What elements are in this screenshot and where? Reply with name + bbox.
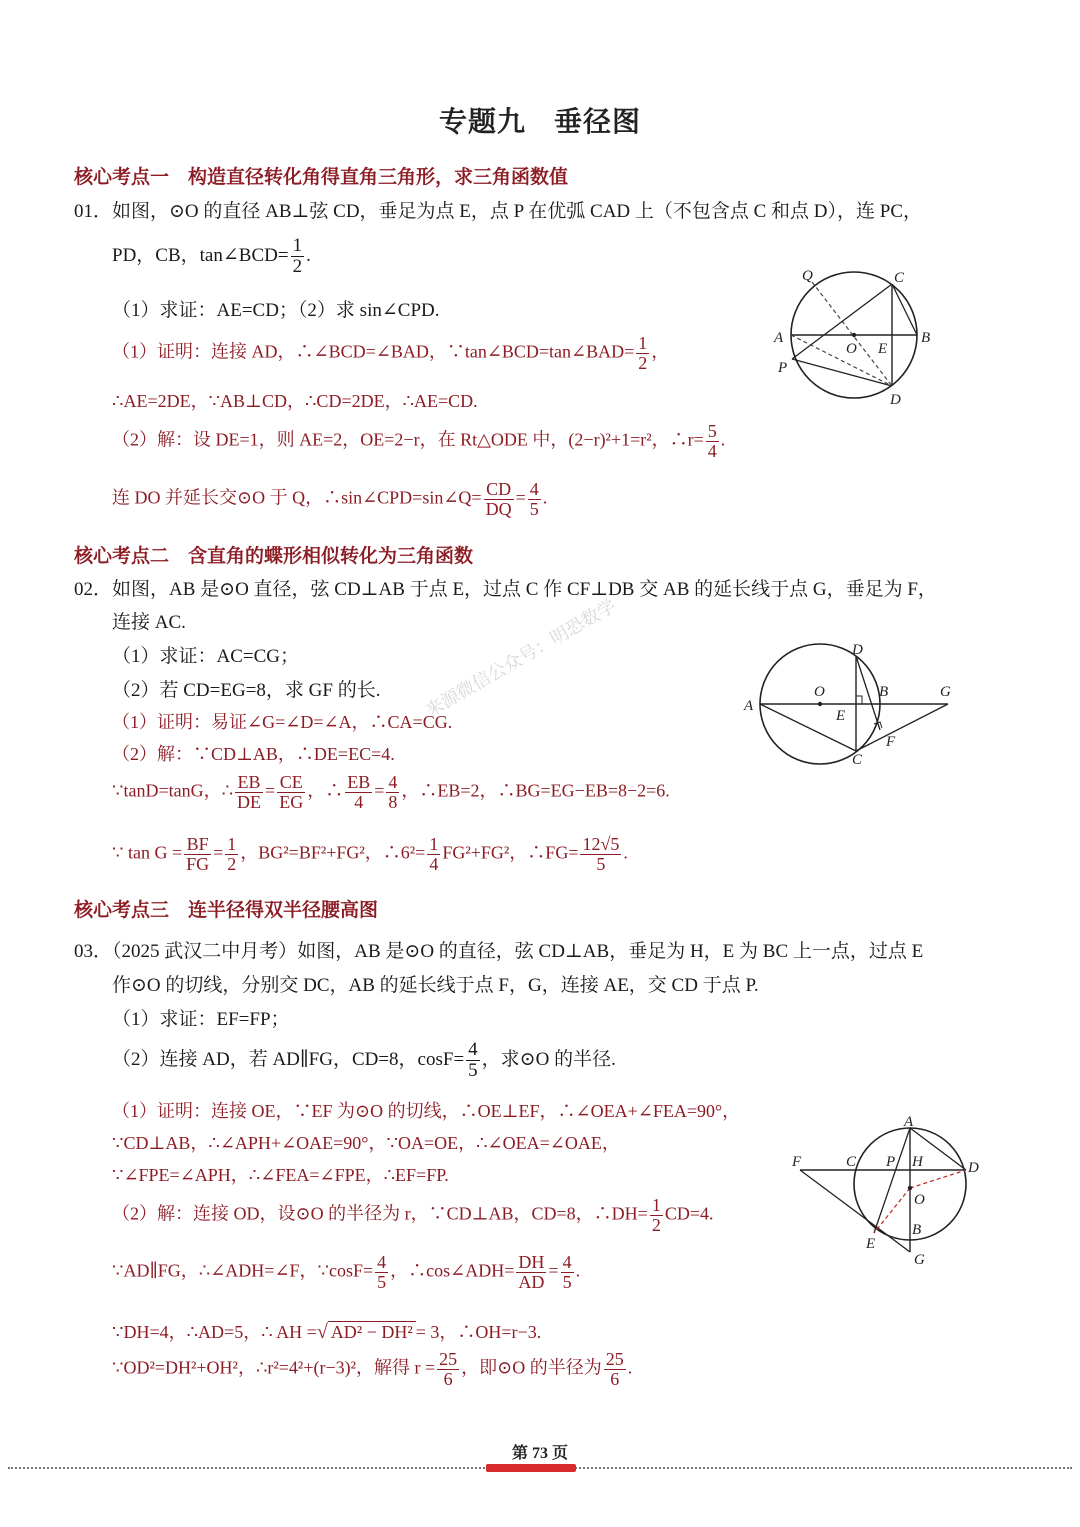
p1-question: （1）求证：AE=CD；（2）求 sin∠CPD. (112, 300, 440, 321)
p2-s4-fraction3: $\frac{1}{4}$ (429, 834, 439, 874)
fig2-center (818, 702, 822, 706)
fig2-label-g: G (940, 684, 951, 700)
p2-s3-fraction1: $\frac{EB}{DE}$ (237, 772, 262, 812)
p3-solution-line2: ∵CD⊥AB，∴∠APH+∠OAE=90°，∵OA=OE，∴∠OEA=∠OAE， (112, 1133, 620, 1153)
p3-solution-line5: ∵AD∥FG，∴∠ADH=∠F，∵cosF= $\frac{4}{5}$ ，∴cos∠ADH= $\frac{DH}{AD}$ = $\frac{4}{5}$ . (112, 1252, 581, 1292)
fig1-label-d: D (890, 392, 901, 408)
footer-accent-bar (486, 1464, 576, 1472)
p1-solution-line3: （2）解：设 DE=1，则 AE=2，OE=2−r，在 Rt△ODE 中，(2−r)²+1=r²，∴r= $\frac{5}{4}$ . (112, 421, 726, 461)
p3-s7-fraction2: $\frac{25}{6}$ (605, 1349, 624, 1389)
p2-solution-line3: ∵tanD=tanG，∴ $\frac{EB}{DE}$ = $\frac{CE}{EG}$ ，∴ $\frac{EB}{4}$ = $\frac{4}{8}$ ，∴EB=2，∴BG=EG−EB=8−2=6. (112, 772, 670, 812)
p2-question-2: （2）若 CD=EG=8，求 GF 的长. (112, 680, 381, 701)
section-heading-1: 核心考点一 构造直径转化角得直角三角形，求三角函数值 (74, 166, 569, 188)
p1-solution-line1: （1）证明：连接 AD，∴∠BCD=∠BAD，∵tan∠BCD=tan∠BAD= $\frac{1}{2}$ ， (112, 333, 670, 373)
fig1-dashed-ad (791, 335, 892, 386)
p3-question-1: （1）求证：EF=FP； (112, 1009, 290, 1030)
title-part1: 专题九 (438, 107, 526, 138)
fig3-tangent-fg (800, 1170, 910, 1252)
section-heading-3: 核心考点三 连半径得双半径腰高图 (74, 899, 379, 921)
fig3-label-d: D (968, 1160, 979, 1176)
p2-s3-fraction2: $\frac{CE}{EG}$ (279, 772, 304, 812)
p3-ask-fraction: $\frac{4}{5}$ (468, 1039, 478, 1081)
p2-s3-fraction4: $\frac{4}{8}$ (388, 772, 398, 812)
p1-s3-fraction: $\frac{5}{4}$ (707, 421, 717, 461)
fig2-label-c: C (852, 752, 863, 768)
fig3-label-h: H (912, 1154, 923, 1170)
fig3-label-p: P (886, 1154, 896, 1170)
p3-question-2: （2）连接 AD，若 AD∥FG，CD=8，cosF= $\frac{4}{5}$ ，求⊙O 的半径. (112, 1039, 616, 1081)
fig1-label-a: A (774, 330, 784, 346)
figure-3-circle-diagram (786, 1110, 986, 1270)
figure-1-circle-diagram (766, 262, 946, 412)
fig1-label-o: O (846, 341, 857, 357)
p1-solution-line4: 连 DO 并延长交⊙O 于 Q，∴sin∠CPD=sin∠Q= $\frac{CD}{DQ}$ = $\frac{4}{5}$ . (112, 479, 548, 519)
fig3-label-e: E (866, 1236, 876, 1252)
p2-stem-line1: 02．如图，AB 是⊙O 直径，弦 CD⊥AB 于点 E，过点 C 作 CF⊥DB 交 AB 的延长线于点 G，垂足为 F， (74, 579, 937, 600)
fig1-line-cb (892, 284, 917, 335)
fig2-label-o: O (814, 684, 825, 700)
p2-s3-fraction3: $\frac{EB}{4}$ (347, 772, 371, 812)
p3-s7-fraction1: $\frac{25}{6}$ (439, 1349, 458, 1389)
p3-stem-line1: 03．（2025 武汉二中月考）如图，AB 是⊙O 的直径，弦 CD⊥AB，垂足为 H，E 为 BC 上一点，过点 E (74, 941, 924, 962)
fig3-line-ae (874, 1128, 910, 1233)
p1-solution-line2: ∴AE=2DE，∵AB⊥CD，∴CD=2DE，∴AE=CD. (112, 391, 478, 411)
p2-s4-fraction1: $\frac{BF}{FG}$ (186, 834, 210, 874)
p1-stem-line1: 01．如图，⊙O 的直径 AB⊥弦 CD，垂足为点 E，点 P 在优弧 CAD 上（不包含点 C 和点 D），连 PC， (74, 201, 923, 222)
page-title (0, 100, 1080, 140)
fig2-label-f: F (886, 734, 896, 750)
fig1-line-pd (792, 359, 892, 386)
fig1-label-e: E (878, 341, 888, 357)
p2-s4-fraction2: $\frac{1}{2}$ (227, 834, 237, 874)
p2-question-1: （1）求证：AC=CG； (112, 646, 300, 667)
fig2-label-a: A (744, 698, 754, 714)
p3-solution-line7: ∵OD²=DH²+OH²，∴r²=4²+(r−3)²，解得 r = $\frac{25}{6}$ ，即⊙O 的半径为 $\frac{25}{6}$ . (112, 1349, 633, 1389)
p2-s4-fraction4: $\frac{12√5}{5}$ (582, 834, 620, 874)
fig3-label-a: A (904, 1114, 914, 1130)
p3-s5-fraction1: $\frac{4}{5}$ (377, 1252, 387, 1292)
p3-sqrt-radicand: AD² − DH² (328, 1321, 416, 1342)
fig2-right-angle-e (856, 696, 862, 704)
p1-stem-fraction: $\frac{1}{2}$ (292, 235, 303, 277)
p1-s4-fraction2: $\frac{4}{5}$ (529, 479, 539, 519)
p1-s1-fraction: $\frac{1}{2}$ (638, 333, 648, 373)
p3-s5-fraction2: $\frac{DH}{AD}$ (518, 1252, 545, 1292)
watermark: 来源微信公众号：明恐数学 (422, 595, 620, 722)
fig1-label-b: B (921, 330, 931, 346)
fig2-line-cg (856, 704, 948, 751)
p3-s5-fraction3: $\frac{4}{5}$ (562, 1252, 572, 1292)
title-part2: 垂径图 (554, 107, 642, 138)
fig3-label-g: G (914, 1252, 925, 1268)
p1-stem-line2: PD，CB，tan∠BCD= $\frac{1}{2}$ . (112, 235, 311, 277)
fig1-label-c: C (894, 270, 905, 286)
fig3-dashed-od (910, 1170, 966, 1188)
p2-stem-line2: 连接 AC. (112, 612, 186, 633)
p1-stem2-text: PD，CB，tan∠BCD= (112, 244, 289, 266)
figure-2-circle-diagram (738, 638, 968, 770)
fig3-label-b: B (912, 1222, 922, 1238)
fig1-dashed-qd (812, 282, 892, 386)
fig2-label-b: B (879, 684, 889, 700)
p1-s4-fraction1: $\frac{CD}{DQ}$ (485, 479, 512, 519)
fig2-label-e: E (836, 708, 846, 724)
p2-solution-line4: ∵ tan G = $\frac{BF}{FG}$ = $\frac{1}{2}$ ，BG²=BF²+FG²，∴6²= $\frac{1}{4}$ FG²+FG²，∴FG= $\frac{12√5}{5}$ . (112, 834, 628, 874)
fig3-label-c: C (846, 1154, 857, 1170)
fig1-center (852, 333, 856, 337)
fig3-dashed-oe (874, 1188, 910, 1233)
fig1-label-q: Q (802, 268, 813, 284)
p2-solution-line2: （2）解：∵CD⊥AB，∴DE=EC=4. (112, 744, 395, 764)
p3-solution-line6: ∵DH=4，∴AD=5，∴ AH =√ AD² − DH² = 3，∴OH=r−3. (112, 1321, 542, 1343)
p3-solution-line1: （1）证明：连接 OE，∵EF 为⊙O 的切线，∴OE⊥EF，∴∠OEA+∠FEA=90°， (112, 1101, 741, 1121)
section-heading-2: 核心考点二 含直角的蝶形相似转化为三角函数 (74, 545, 474, 567)
p3-s4-fraction: $\frac{1}{2}$ (651, 1195, 661, 1235)
p3-solution-line4: （2）解：连接 OD，设⊙O 的半径为 r，∵CD⊥AB，CD=8，∴DH= $\frac{1}{2}$ CD=4. (112, 1195, 714, 1235)
fig1-line-pc (792, 284, 892, 359)
fig3-label-f: F (792, 1154, 802, 1170)
fig1-label-p: P (778, 360, 788, 376)
p3-solution-line3: ∵∠FPE=∠APH，∴∠FEA=∠FPE，∴EF=FP. (112, 1165, 449, 1185)
fig3-label-o: O (914, 1192, 925, 1208)
p3-stem-line2: 作⊙O 的切线，分别交 DC，AB 的延长线于点 F，G，连接 AE，交 CD 于点 P. (112, 975, 759, 996)
fig2-label-d: D (852, 642, 863, 658)
p2-solution-line1: （1）证明：易证∠G=∠D=∠A，∴CA=CG. (112, 712, 453, 732)
page-number: 第 73 页 (511, 1445, 568, 1462)
fig3-center (908, 1186, 912, 1190)
